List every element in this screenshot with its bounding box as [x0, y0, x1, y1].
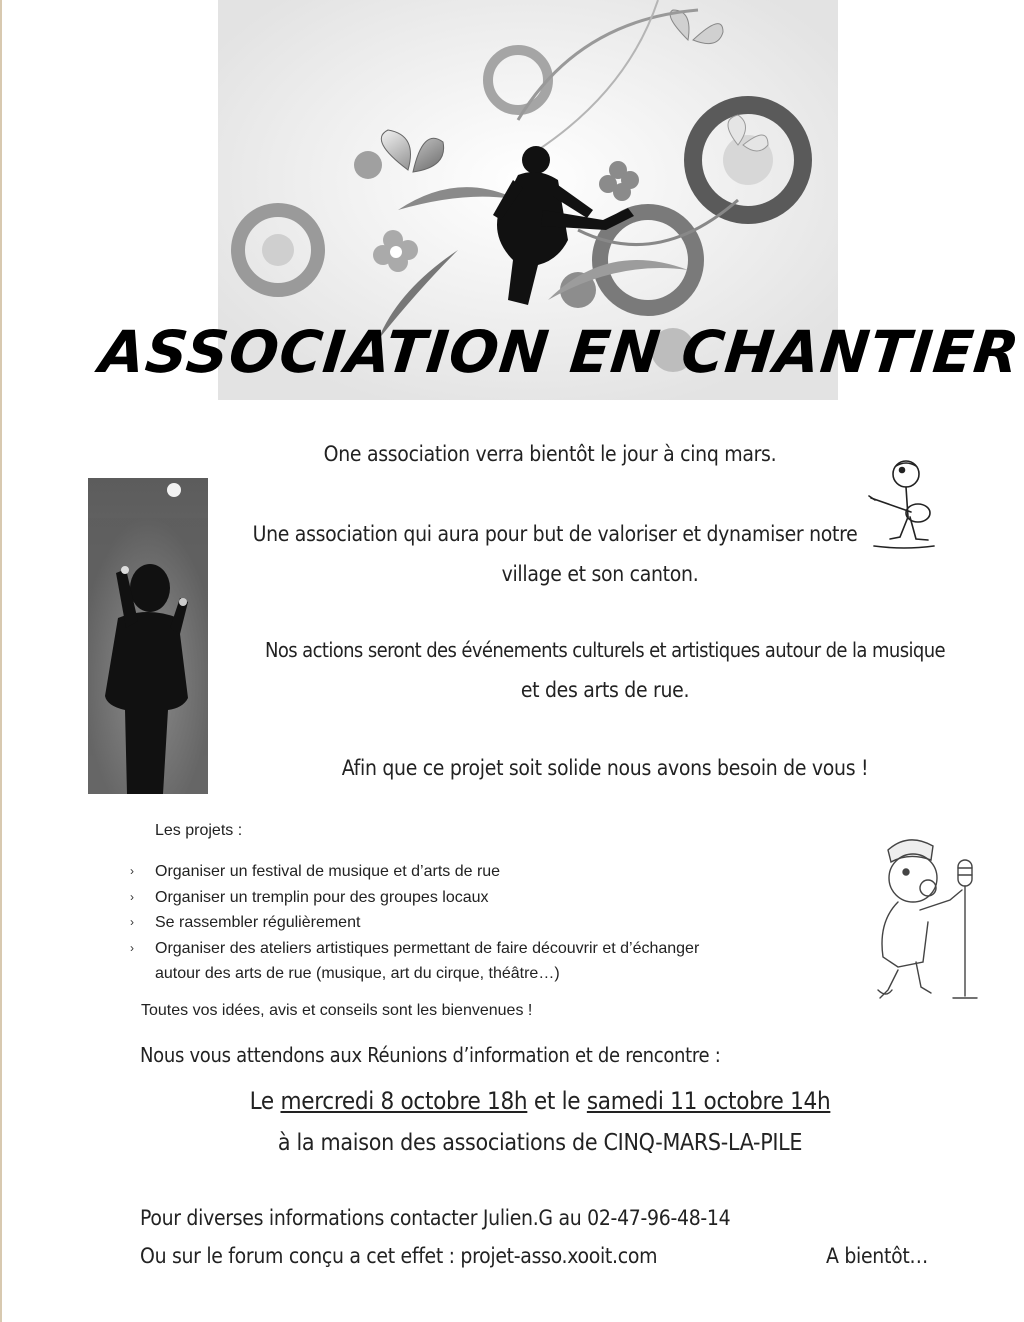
meeting-intro: Nous vous attendons aux Réunions d’information et de rencontre :: [140, 1043, 721, 1067]
intro-line-2a: Une association qui aura pour but de valoriser et dynamiser notre: [252, 522, 858, 546]
contact-line-1: Pour diverses informations contacter Julien.G au 02-47-96-48-14: [140, 1206, 731, 1230]
chevron-right-icon: ›: [130, 889, 134, 904]
intro-line-1: One association verra bientôt le jour à cinq mars.: [323, 442, 777, 466]
contact-line-2: Ou sur le forum conçu a cet effet : projet-asso.xooit.com: [140, 1244, 658, 1268]
list-item: › Organiser un tremplin pour des groupes locaux: [130, 885, 850, 911]
intro-line-3a: Nos actions seront des événements culturels et artistiques autour de la musique: [265, 638, 945, 662]
chevron-right-icon: ›: [130, 940, 134, 955]
signoff: A bientôt…: [826, 1244, 929, 1268]
intro-line-3b: et des arts de rue.: [520, 678, 690, 702]
list-item: › Se rassembler régulièrement: [130, 910, 850, 936]
meeting-place: à la maison des associations de CINQ-MARS-LA-PILE: [277, 1130, 803, 1156]
intro-line-4: Afin que ce projet soit solide nous avons besoin de vous !: [341, 756, 869, 780]
meeting-dates: Le mercredi 8 octobre 18h et le samedi 11 octobre 14h: [249, 1087, 831, 1115]
page-title: ASSOCIATION EN CHANTIER: [96, 318, 1024, 386]
projects-list: [130, 859, 850, 987]
chevron-right-icon: ›: [130, 915, 134, 929]
page-edge: [0, 0, 2, 1322]
intro-line-2b: village et son canton.: [501, 562, 699, 586]
projects-title: Les projets :: [155, 822, 243, 839]
date-2: samedi 11 octobre 14h: [586, 1087, 831, 1115]
chevron-right-icon: ›: [130, 864, 134, 878]
ideas-text: Toutes vos idées, avis et conseils sont les bienvenues !: [141, 1002, 533, 1019]
list-item: › Organiser un festival de musique et d’arts de rue: [130, 859, 850, 885]
date-1: mercredi 8 octobre 18h: [280, 1087, 528, 1115]
microphone-singer-doodle: [858, 830, 988, 1005]
list-item: › Organiser des ateliers artistiques permettant de faire découvrir et d’échanger autour des arts de rue (musique, art du cirque, théâtre…): [130, 936, 850, 987]
